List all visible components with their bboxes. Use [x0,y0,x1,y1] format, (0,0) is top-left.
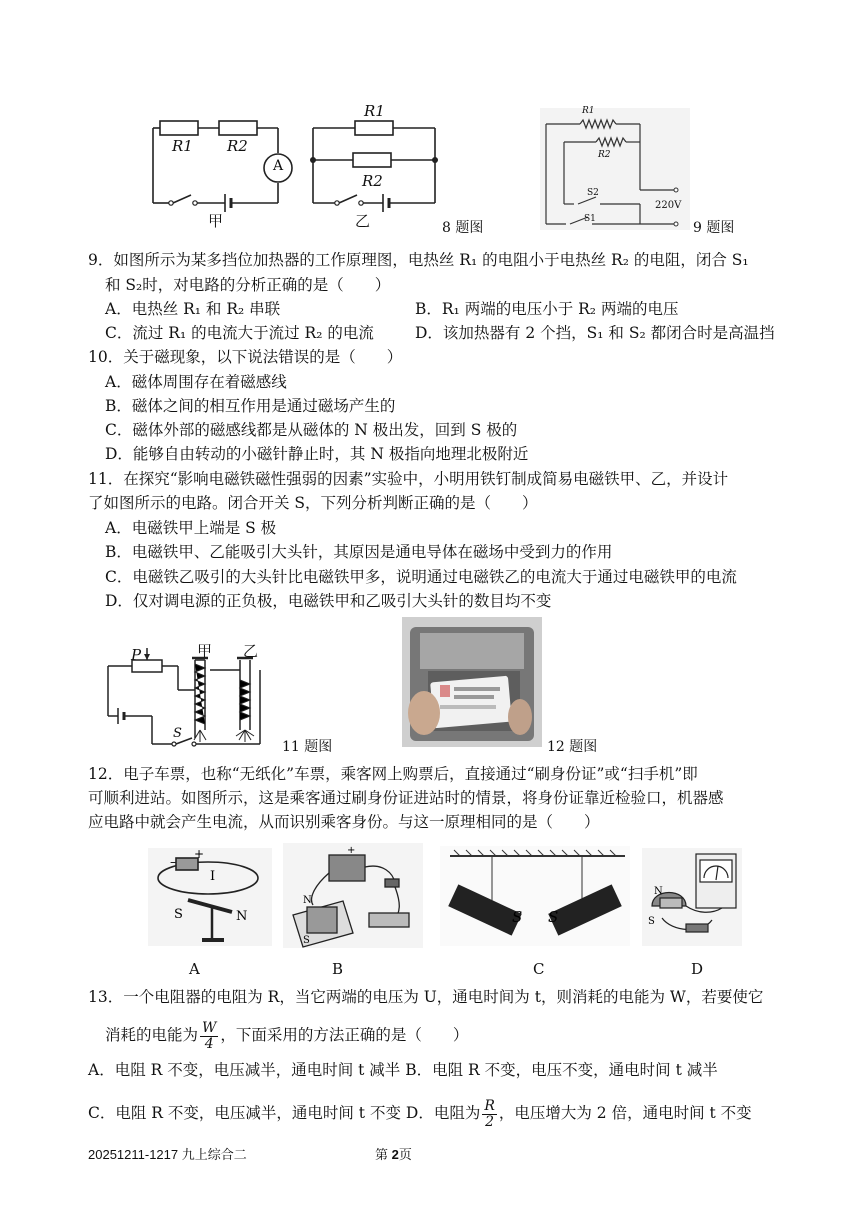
q11-stem-line2: 了如图所示的电路。闭合开关 S，下列分析判断正确的是（ ） [88,494,538,512]
fig9-s1-label: S1 [584,214,596,224]
q10-option-a: A．磁体周围存在着磁感线 [105,373,287,391]
footer-page-num: 2 [391,1147,399,1162]
ammeter-label: A [273,158,284,174]
svg-text:+: + [347,845,356,856]
fig8-left-caption: 甲 [208,212,224,230]
fig8-left-r2-label: R2 [227,137,248,155]
q12-option-c-figure [440,846,630,946]
q12-stem-line3: 应电路中就会产生电流，从而识别乘客身份。与这一原理相同的是（ ） [88,813,600,831]
fig12-id-card-photo [402,617,542,747]
q12-option-c-label: C [533,960,545,978]
fig9-heater-circuit [540,108,690,230]
q13-frac2-num: R [484,1097,495,1114]
q12-option-b-label: B [332,960,344,978]
q13-frac1-num: W [202,1019,217,1036]
q9-option-c: C．流过 R₁ 的电流大于流过 R₂ 的电流 [105,324,374,342]
fig8-right-circuit [305,108,445,230]
svg-text:S: S [512,908,523,926]
fig8-left-r1-label: R1 [172,137,193,155]
svg-text:S: S [303,935,310,946]
fig12-caption: 12 题图 [547,739,598,755]
q11-option-d: D．仅对调电源的正负极，电磁铁甲和乙吸引大头针的数目均不变 [105,592,552,610]
footer-page-suffix: 页 [398,1147,412,1162]
q13-stem-line2-post: ，下面采用的方法正确的是（ ） [220,1026,469,1044]
svg-text:+: + [194,848,205,861]
fig11-switch-label: S [173,726,182,741]
svg-text:S: S [648,916,655,927]
q11-option-a: A．电磁铁甲上端是 S 极 [105,519,277,537]
fig9-r2-label: R2 [598,150,611,160]
q10-option-b: B．磁体之间的相互作用是通过磁场产生的 [105,397,396,415]
q11-stem-line1: 11．在探究“影响电磁铁磁性强弱的因素”实验中，小明用铁钉制成简易电磁铁甲、乙，并设计 [88,470,729,488]
fig8-right-caption: 乙 [355,212,371,230]
q9-stem-line1: 9．如图所示为某多挡位加热器的工作原理图，电热丝 R₁ 的电阻小于电热丝 R₂ 的电阻，闭合 S₁ [88,251,749,269]
svg-text:N: N [236,909,248,924]
q13-stem-line2 [105,1017,468,1053]
fig11-slider-label: P [131,646,142,664]
svg-text:I: I [210,869,216,884]
q10-option-d: D．能够自由转动的小磁针静止时，其 N 极指向地理北极附近 [105,445,529,463]
q12-option-b-figure [283,843,423,948]
svg-text:S: S [174,907,183,922]
q13-stem-line2-pre: 消耗的电能为 [105,1026,199,1044]
q9-stem-line2: 和 S₂时，对电路的分析正确的是（ ） [105,276,391,294]
fig8-right-r1-label: R1 [364,102,385,120]
fig9-s2-label: S2 [587,188,599,198]
q12-option-d-label: D [691,960,704,978]
q13-stem-line1: 13．一个电阻器的电阻为 R，当它两端的电压为 U，通电时间为 t，则消耗的电能为 W，若要使它 [88,988,764,1006]
fig11-magnet-b-label: 乙 [243,642,259,660]
q12-option-a-figure [148,848,272,946]
q13-option-c-text: C．电阻 R 不变，电压减半，通电时间 t 不变 D．电阻为 [88,1104,481,1122]
footer-code: 20251211-1217 九上综合二 [88,1147,247,1162]
q13-option-ab: A．电阻 R 不变，电压减半，通电时间 t 减半 B．电阻 R 不变，电压不变，通电时间 t 减半 [88,1061,718,1079]
q13-fraction-w-over-4 [200,1021,218,1052]
q10-option-c: C．磁体外部的磁感线都是从磁体的 N 极出发，回到 S 极的 [105,421,518,439]
q12-option-d-figure [642,848,742,946]
q13-frac2-den: 2 [485,1113,495,1130]
q12-stem-line1: 12．电子车票，也称“无纸化”车票，乘客网上购票后，直接通过“刷身份证”或“扫手机”即 [88,765,698,783]
q10-stem: 10．关于磁现象，以下说法错误的是（ ） [88,348,403,366]
q13-option-cd [88,1095,752,1131]
svg-text:N: N [654,886,663,897]
fig9-r1-label: R1 [582,106,595,116]
q9-option-d: D．该加热器有 2 个挡，S₁ 和 S₂ 都闭合时是高温挡 [415,324,775,342]
svg-text:–: – [170,855,176,869]
q13-frac1-den: 4 [204,1035,214,1052]
fig11-magnet-a-label: 甲 [197,642,213,660]
q12-option-a-label: A [189,960,200,978]
fig9-voltage-label: 220V [655,200,682,211]
footer-page-number [375,1144,412,1163]
footer-page-prefix: 第 [375,1147,392,1162]
fig11-caption: 11 题图 [282,739,333,755]
svg-text:S: S [548,908,559,926]
fig9-caption: 9 题图 [693,220,735,236]
q11-option-c: C．电磁铁乙吸引的大头针比电磁铁甲多，说明通过电磁铁乙的电流大于通过电磁铁甲的电流 [105,568,737,586]
q9-option-b: B．R₁ 两端的电压小于 R₂ 两端的电压 [415,300,679,318]
fig8-right-r2-label: R2 [362,172,383,190]
fig8-caption: 8 题图 [442,220,484,236]
svg-text:N: N [303,895,312,906]
q12-stem-line2: 可顺利进站。如图所示，这是乘客通过刷身份证进站时的情景，将身份证靠近检验口，机器感 [88,789,724,807]
q9-option-a: A．电热丝 R₁ 和 R₂ 串联 [105,300,281,318]
q13-option-d-post: ，电压增大为 2 倍，通电时间 t 不变 [498,1104,752,1122]
q13-fraction-r-over-2 [482,1099,497,1130]
q11-option-b: B．电磁铁甲、乙能吸引大头针，其原因是通电导体在磁场中受到力的作用 [105,543,613,561]
